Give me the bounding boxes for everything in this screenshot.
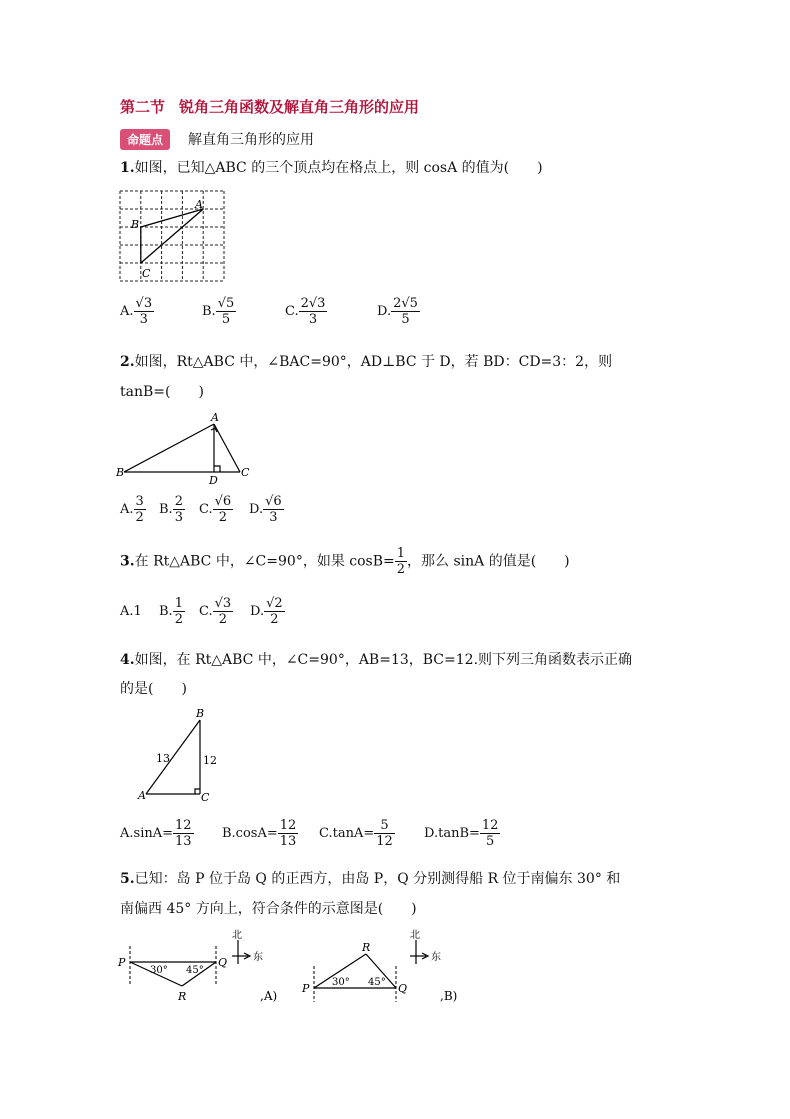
vertex-label-d: D (209, 474, 218, 487)
vertex-label-b: B (131, 218, 140, 231)
island-q-label: Q (398, 982, 408, 995)
vertex-label-a: A (195, 198, 203, 211)
question-stem: 在 Rt△ABC 中，∠C=90°，如果 cosB= (134, 553, 395, 570)
vertex-label-c: C (241, 466, 250, 479)
question-3-text (120, 546, 570, 577)
question-number: 1. (120, 160, 135, 176)
question-number: 2. (120, 354, 135, 370)
question-number: 4. (120, 652, 135, 668)
question-5-text-line2: 南偏西 45° 方向上，符合条件的示意图是( ) (120, 901, 417, 917)
question-1-text (120, 158, 543, 178)
question-stem-end: ，那么 sinA 的值是( ) (407, 553, 570, 570)
q4-option-c[interactable]: C.tanA= $\frac{5}{12}$ (319, 818, 393, 849)
question-stem: 如图，已知△ABC 的三个顶点均在格点上，则 cosA 的值为( ) (134, 160, 543, 176)
q2-option-d[interactable]: D. $\frac{√6}{3}$ (249, 494, 282, 525)
angle-30-label: 30° (150, 965, 168, 976)
q3-option-a[interactable]: A.1 (120, 604, 142, 619)
question-2-text (120, 352, 612, 372)
question-number: 3. (120, 553, 135, 570)
question-stem: 已知：岛 P 位于岛 Q 的正西方，由岛 P，Q 分别测得船 R 位于南偏东 30° 和 (134, 871, 621, 887)
vertex-label-b: B (116, 466, 125, 479)
north-label: 北 (232, 930, 242, 941)
q1-option-d[interactable]: D. $\frac{2√5}{5}$ (377, 296, 418, 327)
vertex-label-a: A (138, 789, 146, 802)
section-title (120, 96, 419, 117)
island-q-label: Q (218, 956, 228, 969)
triangle-abc (141, 209, 203, 263)
q1-option-c[interactable]: C. $\frac{2√3}{3}$ (285, 296, 326, 327)
section-number: 第二节 (120, 98, 166, 116)
cosb-fraction: $\frac{1}{2}$ (396, 546, 406, 577)
figure-caption: ,B) (440, 989, 458, 1003)
question-5-text (120, 869, 620, 889)
island-p-label: P (118, 956, 126, 969)
vertex-label-b: B (196, 707, 205, 720)
north-label: 北 (410, 930, 420, 941)
question-4-text (120, 650, 632, 670)
question-stem: 如图，在 Rt△ABC 中，∠C=90°，AB=13，BC=12.则下列三角函数表示正确 (134, 652, 633, 668)
ship-r-label: R (362, 941, 371, 954)
q3-option-d[interactable]: D. $\frac{√2}{2}$ (250, 596, 283, 627)
island-p-label: P (302, 982, 310, 995)
figure-caption: ,A) (260, 989, 278, 1003)
q1-grid-figure (118, 188, 228, 284)
vertex-label-c: C (142, 267, 151, 280)
angle-30-label: 30° (332, 977, 350, 988)
q1-option-b[interactable]: B. $\frac{√5}{5}$ (202, 296, 235, 327)
q2-option-c[interactable]: C. $\frac{√6}{2}$ (199, 494, 232, 525)
section-name: 锐角三角函数及解直角三角形的应用 (179, 98, 420, 116)
question-2-text-line2: tanB=( ) (120, 384, 204, 400)
east-label: 东 (431, 952, 441, 963)
q2-option-b[interactable]: B. $\frac{2}{3}$ (159, 494, 183, 525)
east-label: 东 (253, 952, 263, 963)
side-ab-length: 13 (156, 752, 170, 765)
q3-option-c[interactable]: C. $\frac{√3}{2}$ (199, 596, 232, 627)
question-number: 5. (120, 871, 135, 887)
q3-option-b[interactable]: B. $\frac{1}{2}$ (159, 596, 183, 627)
angle-45-label: 45° (186, 965, 204, 976)
q5-figure-b[interactable] (298, 926, 468, 1010)
q4-option-a[interactable]: A.sinA= $\frac{12}{13}$ (120, 818, 192, 849)
side-bc-length: 12 (203, 754, 217, 767)
q5-figure-a[interactable] (114, 926, 304, 1010)
question-4-text-line2: 的是( ) (120, 681, 187, 697)
ship-r-label: R (178, 990, 187, 1003)
topic-badge: 命题点 (120, 129, 170, 150)
vertex-label-c: C (201, 791, 210, 804)
q1-option-a[interactable]: A. $\frac{√3}{3}$ (120, 296, 153, 327)
q4-triangle-figure (136, 704, 226, 804)
q2-option-a[interactable]: A. $\frac{3}{2}$ (120, 494, 144, 525)
question-stem: 如图，Rt△ABC 中，∠BAC=90°，AD⊥BC 于 D，若 BD：CD=3：2，则 (134, 354, 613, 370)
q2-triangle-figure (116, 410, 256, 488)
q4-option-b[interactable]: B.cosA= $\frac{12}{13}$ (222, 818, 297, 849)
vertex-label-a: A (211, 411, 219, 424)
topic-title: 解直角三角形的应用 (188, 132, 314, 148)
angle-45-label: 45° (368, 977, 386, 988)
q4-option-d[interactable]: D.tanB= $\frac{12}{5}$ (424, 818, 499, 849)
